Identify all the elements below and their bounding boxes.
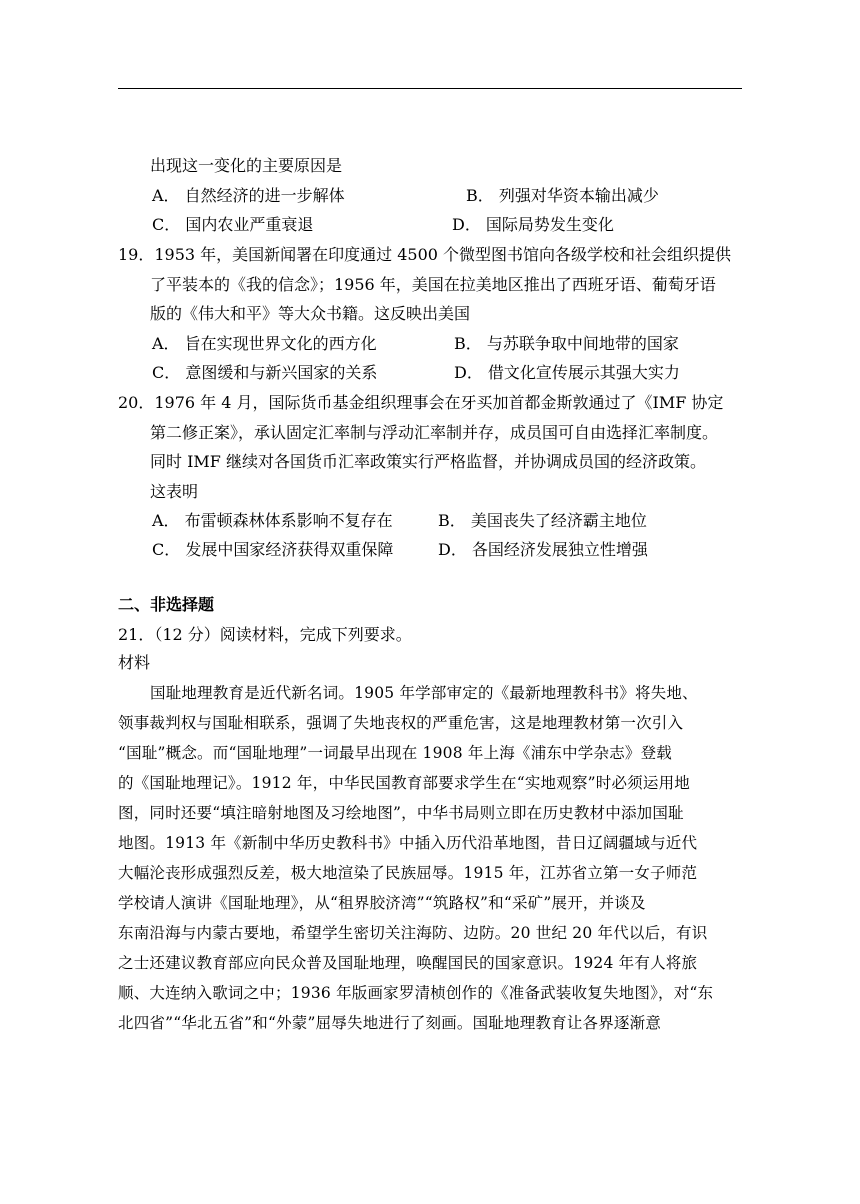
q20-line-1: 20．1976 年 4 月，国际货币基金组织理事会在牙买加首都金斯敦通过了《IMF 协定: [118, 393, 724, 412]
material-line-5: 图，同时还要“填注暗射地图及习绘地图”，中华书局则立即在历史教材中添加国耻: [118, 804, 684, 822]
material-line-10: 之士还建议教育部应向民众普及国耻地理，唤醒国民的国家意识。1924 年有人将旅: [118, 954, 698, 972]
header-rule: [118, 88, 742, 89]
q20-line-2: 第二修正案》，承认固定汇率制与浮动汇率制并存，成员国可自由选择汇率制度。: [150, 423, 719, 442]
q20-option-c: C． 发展中国家经济获得双重保障: [152, 540, 394, 559]
material-line-3: “国耻”概念。而“国耻地理”一词最早出现在 1908 年上海《浦东中学杂志》登载: [118, 744, 672, 762]
q20-line-4: 这表明: [150, 482, 199, 501]
q19-line-2: 了平装本的《我的信念》；1956 年，美国在拉美地区推出了西班牙语、葡萄牙语: [150, 275, 716, 294]
q20-line-3: 同时 IMF 继续对各国货币汇率政策实行严格监督，并协调成员国的经济政策。: [150, 452, 706, 471]
material-line-11: 顺、大连纳入歌词之中；1936 年版画家罗清桢创作的《准备武装收复失地图》，对“东: [118, 984, 714, 1002]
material-line-9: 东南沿海与内蒙古要地，希望学生密切关注海防、边防。20 世纪 20 年代以后，有识: [118, 924, 708, 942]
section-heading: 二、非选择题: [118, 595, 215, 614]
q19-option-c: C． 意图缓和与新兴国家的关系: [152, 363, 378, 382]
material-line-12: 北四省”“华北五省”和“外蒙”屈辱失地进行了刻画。国耻地理教育让各界逐渐意: [118, 1014, 662, 1032]
q18-option-b: B． 列强对华资本输出减少: [466, 186, 659, 205]
q18-stem-tail: 出现这一变化的主要原因是: [150, 156, 343, 175]
q18-option-d: D． 国际局势发生变化: [452, 215, 614, 234]
material-line-2: 领事裁判权与国耻相联系，强调了失地丧权的严重危害，这是地理教材第一次引入: [118, 714, 684, 732]
q19-line-3: 版的《伟大和平》等大众书籍。这反映出美国: [150, 304, 471, 323]
q19-option-a: A． 旨在实现世界文化的西方化: [152, 334, 377, 353]
material-line-7: 大幅沦丧形成强烈反差，极大地渲染了民族屈辱。1915 年，江苏省立第一女子师范: [118, 864, 698, 882]
q21-stem: 21．（12 分）阅读材料，完成下列要求。: [118, 625, 412, 644]
material-line-4: 的《国耻地理记》。1912 年，中华民国教育部要求学生在“实地观察”时必须运用地: [118, 774, 690, 792]
q20-option-d: D． 各国经济发展独立性增强: [438, 540, 648, 559]
q18-option-c: C． 国内农业严重衰退: [152, 215, 314, 234]
material-line-6: 地图。1913 年《新制中华历史教科书》中插入历代沿革地图，昔日辽阔疆域与近代: [118, 834, 698, 852]
material-line-1: 国耻地理教育是近代新名词。1905 年学部审定的《最新地理教科书》将失地、: [150, 684, 698, 702]
material-line-8: 学校请人演讲《国耻地理》，从“租界胶济湾”“筑路权”和“采矿”展开，并谈及: [118, 894, 646, 912]
q20-option-b: B． 美国丧失了经济霸主地位: [438, 511, 647, 530]
q19-line-1: 19．1953 年，美国新闻署在印度通过 4500 个微型图书馆向各级学校和社会组织提供: [118, 245, 732, 264]
q19-option-b: B． 与苏联争取中间地带的国家: [454, 334, 679, 353]
q18-option-a: A． 自然经济的进一步解体: [152, 186, 345, 205]
q20-option-a: A． 布雷顿森林体系影响不复存在: [152, 511, 393, 530]
q19-option-d: D． 借文化宣传展示其强大实力: [454, 363, 680, 382]
material-label: 材料: [118, 653, 151, 672]
